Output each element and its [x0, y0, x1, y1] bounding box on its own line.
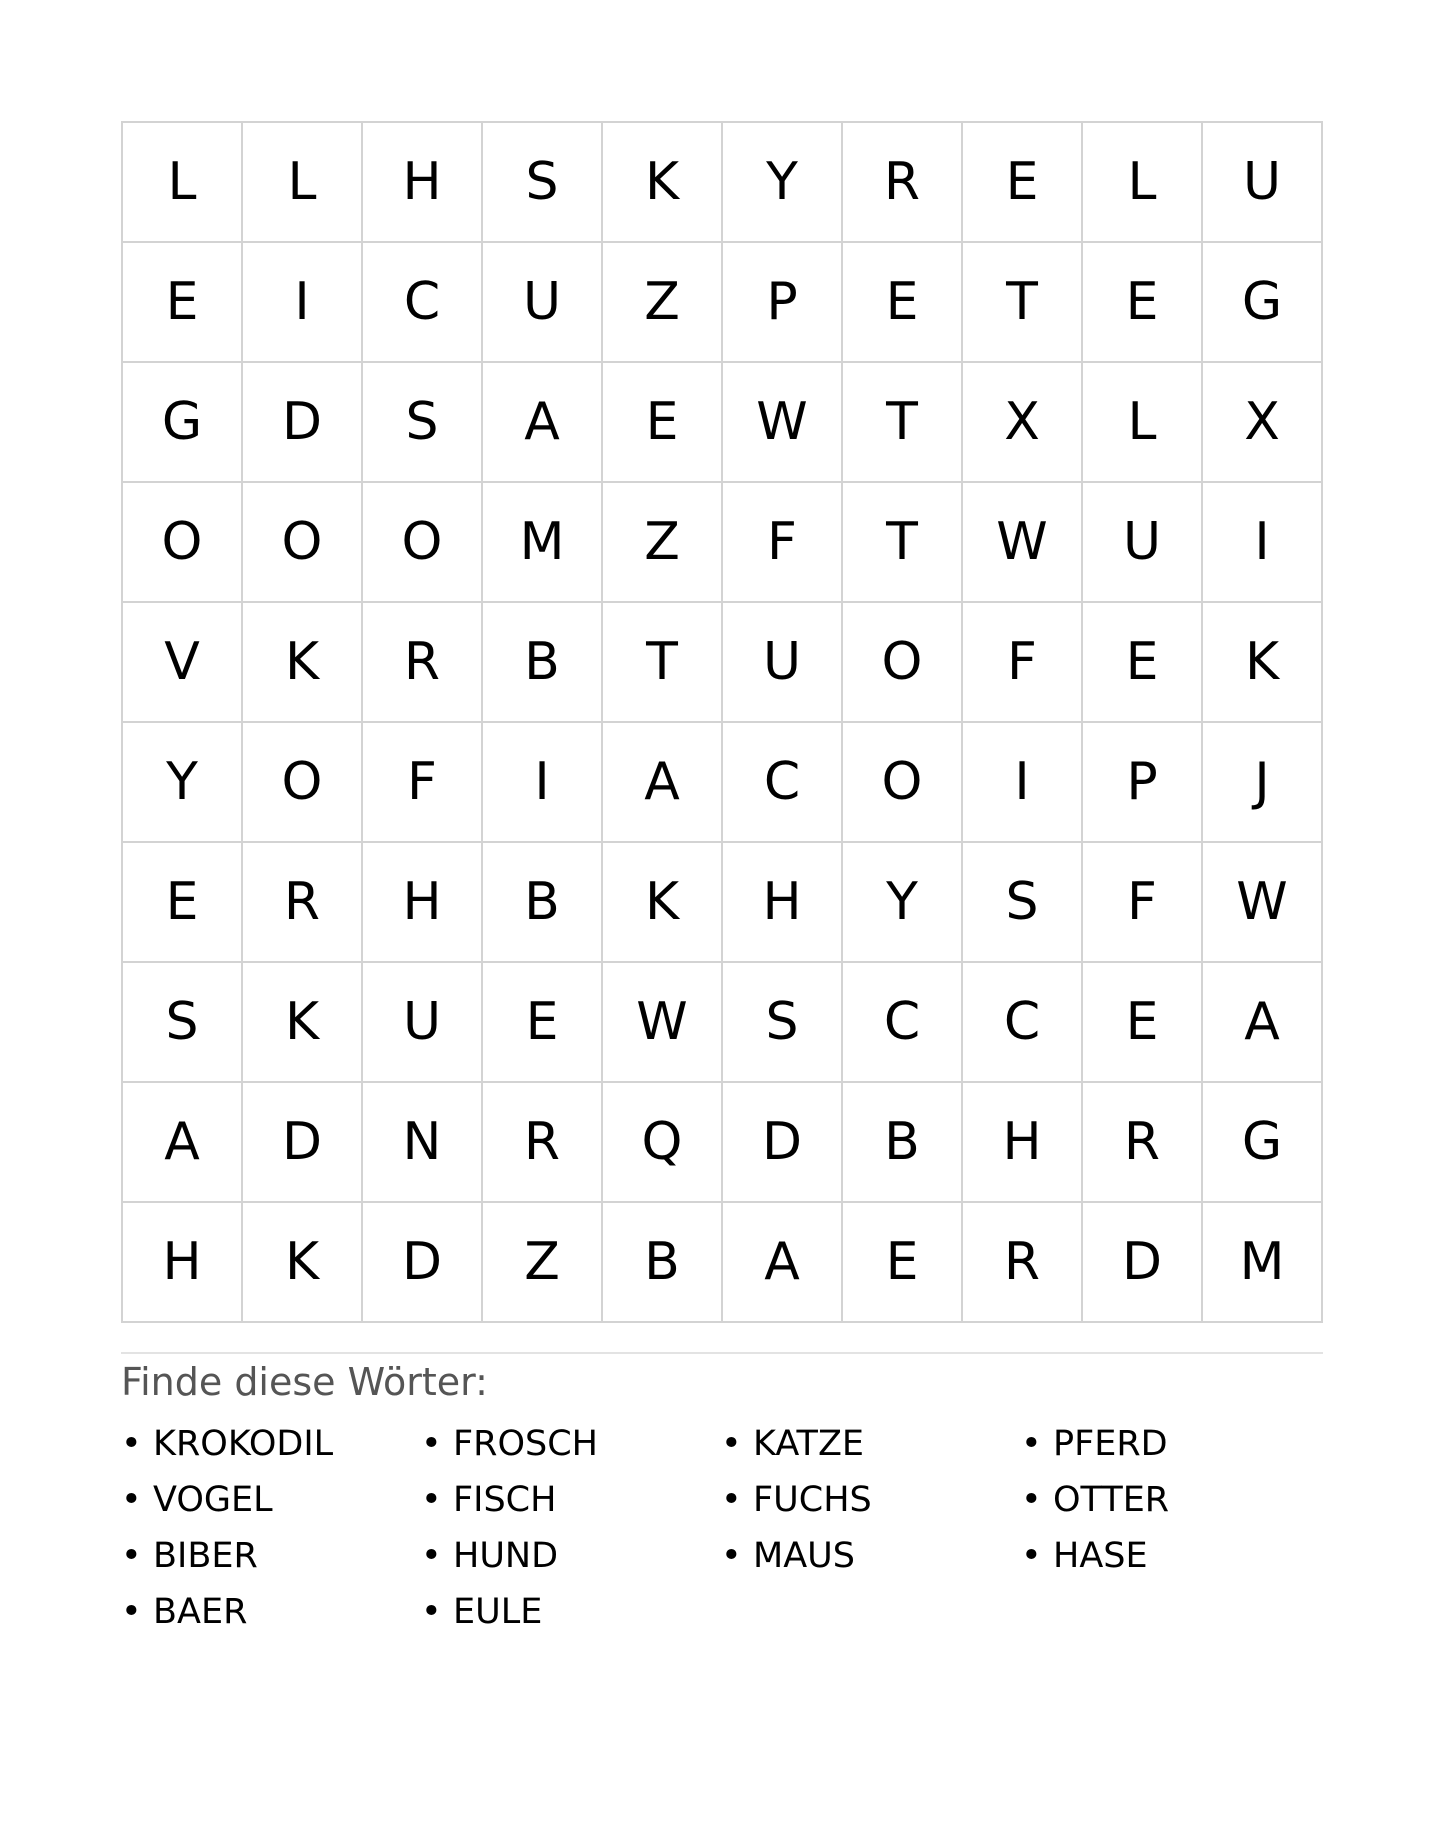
grid-cell[interactable]: A — [723, 1203, 843, 1323]
word-list-item — [421, 1528, 721, 1584]
grid-cell[interactable]: C — [843, 963, 963, 1083]
grid-cell[interactable]: H — [723, 843, 843, 963]
grid-cell[interactable]: J — [1203, 723, 1323, 843]
bullet-icon: • — [721, 1424, 742, 1464]
grid-cell[interactable]: M — [483, 483, 603, 603]
word-list-item — [721, 1528, 1021, 1584]
grid-cell[interactable]: K — [243, 603, 363, 723]
letter-grid — [121, 121, 1323, 1323]
grid-cell[interactable]: C — [963, 963, 1083, 1083]
grid-cell[interactable]: Z — [603, 483, 723, 603]
word-label: KATZE — [753, 1424, 865, 1464]
grid-cell[interactable]: O — [363, 483, 483, 603]
grid-cell[interactable]: E — [1083, 603, 1203, 723]
bullet-icon: • — [421, 1424, 442, 1464]
grid-cell[interactable]: E — [843, 1203, 963, 1323]
grid-cell[interactable]: M — [1203, 1203, 1323, 1323]
grid-cell[interactable]: W — [963, 483, 1083, 603]
grid-cell[interactable]: I — [483, 723, 603, 843]
grid-cell[interactable]: R — [1083, 1083, 1203, 1203]
grid-cell[interactable]: F — [963, 603, 1083, 723]
bullet-icon: • — [721, 1480, 742, 1520]
grid-cell[interactable]: E — [1083, 243, 1203, 363]
grid-cell[interactable]: U — [363, 963, 483, 1083]
grid-cell[interactable]: X — [963, 363, 1083, 483]
grid-cell[interactable]: F — [1083, 843, 1203, 963]
word-label: BIBER — [153, 1536, 258, 1576]
bullet-icon: • — [1021, 1536, 1042, 1576]
grid-cell[interactable]: D — [723, 1083, 843, 1203]
grid-cell[interactable]: Y — [843, 843, 963, 963]
grid-cell[interactable]: S — [363, 363, 483, 483]
word-label: PFERD — [1053, 1424, 1168, 1464]
bullet-icon: • — [121, 1592, 142, 1632]
grid-cell[interactable]: K — [243, 1203, 363, 1323]
grid-cell[interactable]: R — [483, 1083, 603, 1203]
grid-cell[interactable]: C — [723, 723, 843, 843]
word-list-item — [121, 1416, 421, 1472]
grid-cell[interactable]: K — [1203, 603, 1323, 723]
grid-cell[interactable]: W — [1203, 843, 1323, 963]
word-label: VOGEL — [153, 1480, 273, 1520]
grid-cell[interactable]: P — [1083, 723, 1203, 843]
grid-cell[interactable]: O — [243, 723, 363, 843]
grid-cell[interactable]: D — [243, 363, 363, 483]
grid-cell[interactable]: W — [603, 963, 723, 1083]
grid-cell[interactable]: U — [1203, 123, 1323, 243]
word-list-item — [121, 1528, 421, 1584]
grid-cell[interactable]: G — [1203, 1083, 1323, 1203]
grid-cell[interactable]: T — [603, 603, 723, 723]
grid-cell[interactable]: X — [1203, 363, 1323, 483]
grid-cell[interactable]: L — [1083, 363, 1203, 483]
grid-cell[interactable]: F — [363, 723, 483, 843]
grid-cell[interactable]: U — [483, 243, 603, 363]
grid-cell[interactable]: H — [963, 1083, 1083, 1203]
grid-cell[interactable]: K — [603, 843, 723, 963]
grid-cell[interactable]: O — [843, 603, 963, 723]
word-list-item — [121, 1472, 421, 1528]
bullet-icon: • — [421, 1536, 442, 1576]
word-list — [121, 1416, 1321, 1640]
grid-cell[interactable]: D — [243, 1083, 363, 1203]
grid-cell[interactable]: U — [1083, 483, 1203, 603]
grid-cell[interactable]: I — [963, 723, 1083, 843]
word-label: HUND — [453, 1536, 559, 1576]
grid-cell[interactable]: T — [843, 363, 963, 483]
word-list-item — [421, 1416, 721, 1472]
grid-cell[interactable]: B — [843, 1083, 963, 1203]
grid-cell[interactable]: O — [243, 483, 363, 603]
bullet-icon: • — [1021, 1480, 1042, 1520]
grid-cell[interactable]: D — [363, 1203, 483, 1323]
word-list-item — [721, 1472, 1021, 1528]
bullet-icon: • — [421, 1480, 442, 1520]
grid-cell[interactable]: B — [603, 1203, 723, 1323]
grid-cell[interactable]: W — [723, 363, 843, 483]
grid-cell[interactable]: L — [1083, 123, 1203, 243]
grid-cell[interactable]: E — [123, 243, 243, 363]
word-list-item — [1021, 1416, 1321, 1472]
grid-cell[interactable]: Y — [723, 123, 843, 243]
grid-cell[interactable]: U — [723, 603, 843, 723]
words-title: Finde diese Wörter: — [121, 1360, 488, 1404]
word-label: EULE — [453, 1592, 543, 1632]
grid-cell[interactable]: C — [363, 243, 483, 363]
divider — [121, 1352, 1323, 1354]
grid-cell[interactable]: B — [483, 603, 603, 723]
grid-cell[interactable]: R — [243, 843, 363, 963]
word-label: MAUS — [753, 1536, 855, 1576]
grid-cell[interactable]: R — [963, 1203, 1083, 1323]
grid-cell[interactable]: E — [483, 963, 603, 1083]
grid-cell[interactable]: D — [1083, 1203, 1203, 1323]
grid-cell[interactable]: R — [843, 123, 963, 243]
grid-cell[interactable]: Q — [603, 1083, 723, 1203]
grid-cell[interactable]: T — [843, 483, 963, 603]
bullet-icon: • — [121, 1480, 142, 1520]
word-list-item — [721, 1416, 1021, 1472]
word-label: OTTER — [1053, 1480, 1170, 1520]
grid-cell[interactable]: G — [1203, 243, 1323, 363]
grid-cell[interactable]: E — [603, 363, 723, 483]
grid-cell[interactable]: N — [363, 1083, 483, 1203]
grid-cell[interactable]: K — [603, 123, 723, 243]
bullet-icon: • — [1021, 1424, 1042, 1464]
bullet-icon: • — [121, 1536, 142, 1576]
grid-cell[interactable]: R — [363, 603, 483, 723]
grid-cell[interactable]: H — [363, 843, 483, 963]
grid-cell[interactable]: E — [123, 843, 243, 963]
grid-cell[interactable]: E — [963, 123, 1083, 243]
grid-cell[interactable]: H — [363, 123, 483, 243]
word-search-puzzle — [121, 121, 1321, 1640]
grid-cell[interactable]: A — [603, 723, 723, 843]
grid-cell[interactable]: Y — [123, 723, 243, 843]
word-label: FISCH — [453, 1480, 557, 1520]
grid-cell[interactable]: V — [123, 603, 243, 723]
word-label: FROSCH — [453, 1424, 598, 1464]
bullet-icon: • — [121, 1424, 142, 1464]
grid-cell[interactable]: S — [963, 843, 1083, 963]
grid-cell[interactable]: S — [483, 123, 603, 243]
word-list-item — [421, 1584, 721, 1640]
grid-cell[interactable]: L — [123, 123, 243, 243]
grid-cell[interactable]: O — [843, 723, 963, 843]
grid-cell[interactable]: A — [123, 1083, 243, 1203]
word-label: HASE — [1053, 1536, 1148, 1576]
bullet-icon: • — [421, 1592, 442, 1632]
word-list-item — [1021, 1528, 1321, 1584]
grid-cell[interactable]: I — [1203, 483, 1323, 603]
grid-cell[interactable]: S — [723, 963, 843, 1083]
grid-cell[interactable]: Z — [603, 243, 723, 363]
word-label: KROKODIL — [153, 1424, 334, 1464]
grid-cell[interactable]: E — [843, 243, 963, 363]
grid-cell[interactable]: L — [243, 123, 363, 243]
grid-cell[interactable]: I — [243, 243, 363, 363]
grid-cell[interactable]: K — [243, 963, 363, 1083]
bullet-icon: • — [721, 1536, 742, 1576]
grid-cell[interactable]: A — [483, 363, 603, 483]
grid-cell[interactable]: B — [483, 843, 603, 963]
grid-cell[interactable]: O — [123, 483, 243, 603]
word-list-item — [1021, 1472, 1321, 1528]
grid-cell[interactable]: S — [123, 963, 243, 1083]
grid-cell[interactable]: P — [723, 243, 843, 363]
word-label: BAER — [153, 1592, 248, 1632]
grid-cell[interactable]: T — [963, 243, 1083, 363]
grid-cell[interactable]: G — [123, 363, 243, 483]
grid-cell[interactable]: A — [1203, 963, 1323, 1083]
word-label: FUCHS — [753, 1480, 872, 1520]
grid-cell[interactable]: H — [123, 1203, 243, 1323]
grid-cell[interactable]: E — [1083, 963, 1203, 1083]
word-list-item — [121, 1584, 421, 1640]
grid-cell[interactable]: F — [723, 483, 843, 603]
grid-cell[interactable]: Z — [483, 1203, 603, 1323]
word-list-item — [421, 1472, 721, 1528]
